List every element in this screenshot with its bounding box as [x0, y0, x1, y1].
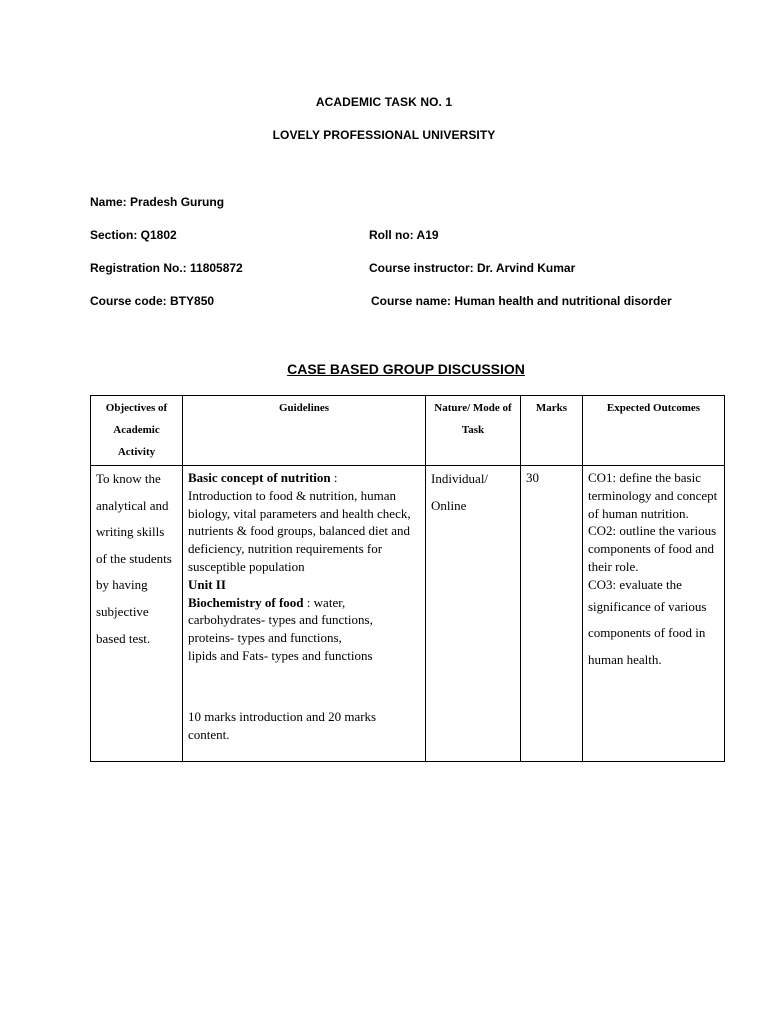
concept-text: Introduction to food & nutrition, human biology, vital parameters and health check, nutrients & food groups, balanced diet and deficiency, nutrition requirements for susceptible population — [188, 487, 411, 574]
student-registration: Registration No.: 11805872 — [90, 261, 243, 275]
header-nature: Nature/ Mode of Task — [426, 396, 521, 466]
table-header-row — [91, 396, 725, 466]
concept-sep: : — [330, 470, 338, 485]
cell-nature: Individual/ Online — [426, 466, 521, 762]
header-objectives: Objectives of Academic Activity — [91, 396, 183, 466]
outcome-co1: CO1: define the basic terminology and concept of human nutrition. — [588, 470, 718, 521]
table-row — [91, 466, 725, 762]
header-guidelines: Guidelines — [183, 396, 426, 466]
course-code: Course code: BTY850 — [90, 294, 215, 308]
outcome-co3: CO3: evaluate the — [588, 576, 682, 592]
student-roll: Roll no: A19 — [369, 228, 439, 242]
biochem-sep: : — [303, 594, 314, 610]
student-section: Section: Q1802 — [90, 228, 177, 242]
header-outcomes: Expected Outcomes — [583, 396, 725, 466]
course-name: Course name: Human health and nutritional disorder — [371, 294, 672, 308]
cell-objectives: To know the analytical and writing skills of the students by having subjective based test. — [91, 466, 183, 762]
university-name: LOVELY PROFESSIONAL UNIVERSITY — [272, 128, 496, 142]
course-instructor: Course instructor: Dr. Arvind Kumar — [369, 261, 576, 275]
cell-outcomes — [583, 466, 725, 762]
outcome-co3-continued: significance of various components of food in human health. — [588, 598, 707, 667]
guideline-concept — [188, 469, 420, 487]
biochem-text-1: water, carbohydrates- types and functions, proteins- types and functions, — [188, 594, 373, 646]
cell-guidelines — [183, 466, 426, 762]
header-marks: Marks — [521, 396, 583, 466]
guideline-biochem — [188, 594, 420, 647]
activity-table — [90, 395, 725, 762]
section-title: CASE BASED GROUP DISCUSSION — [287, 361, 525, 377]
cell-marks: 30 — [521, 466, 583, 762]
student-name: Name: Pradesh Gurung — [90, 195, 225, 209]
outcome-co2: CO2: outline the various components of food and their role. — [588, 523, 717, 574]
concept-title: Basic concept of nutrition — [188, 470, 331, 485]
unit-label: Unit II — [188, 576, 226, 592]
marks-note: 10 marks introduction and 20 marks content. — [188, 708, 377, 742]
biochem-text-2: lipids and Fats- types and functions — [188, 647, 373, 663]
task-title: ACADEMIC TASK NO. 1 — [315, 95, 453, 109]
biochem-title: Biochemistry of food — [188, 594, 304, 610]
